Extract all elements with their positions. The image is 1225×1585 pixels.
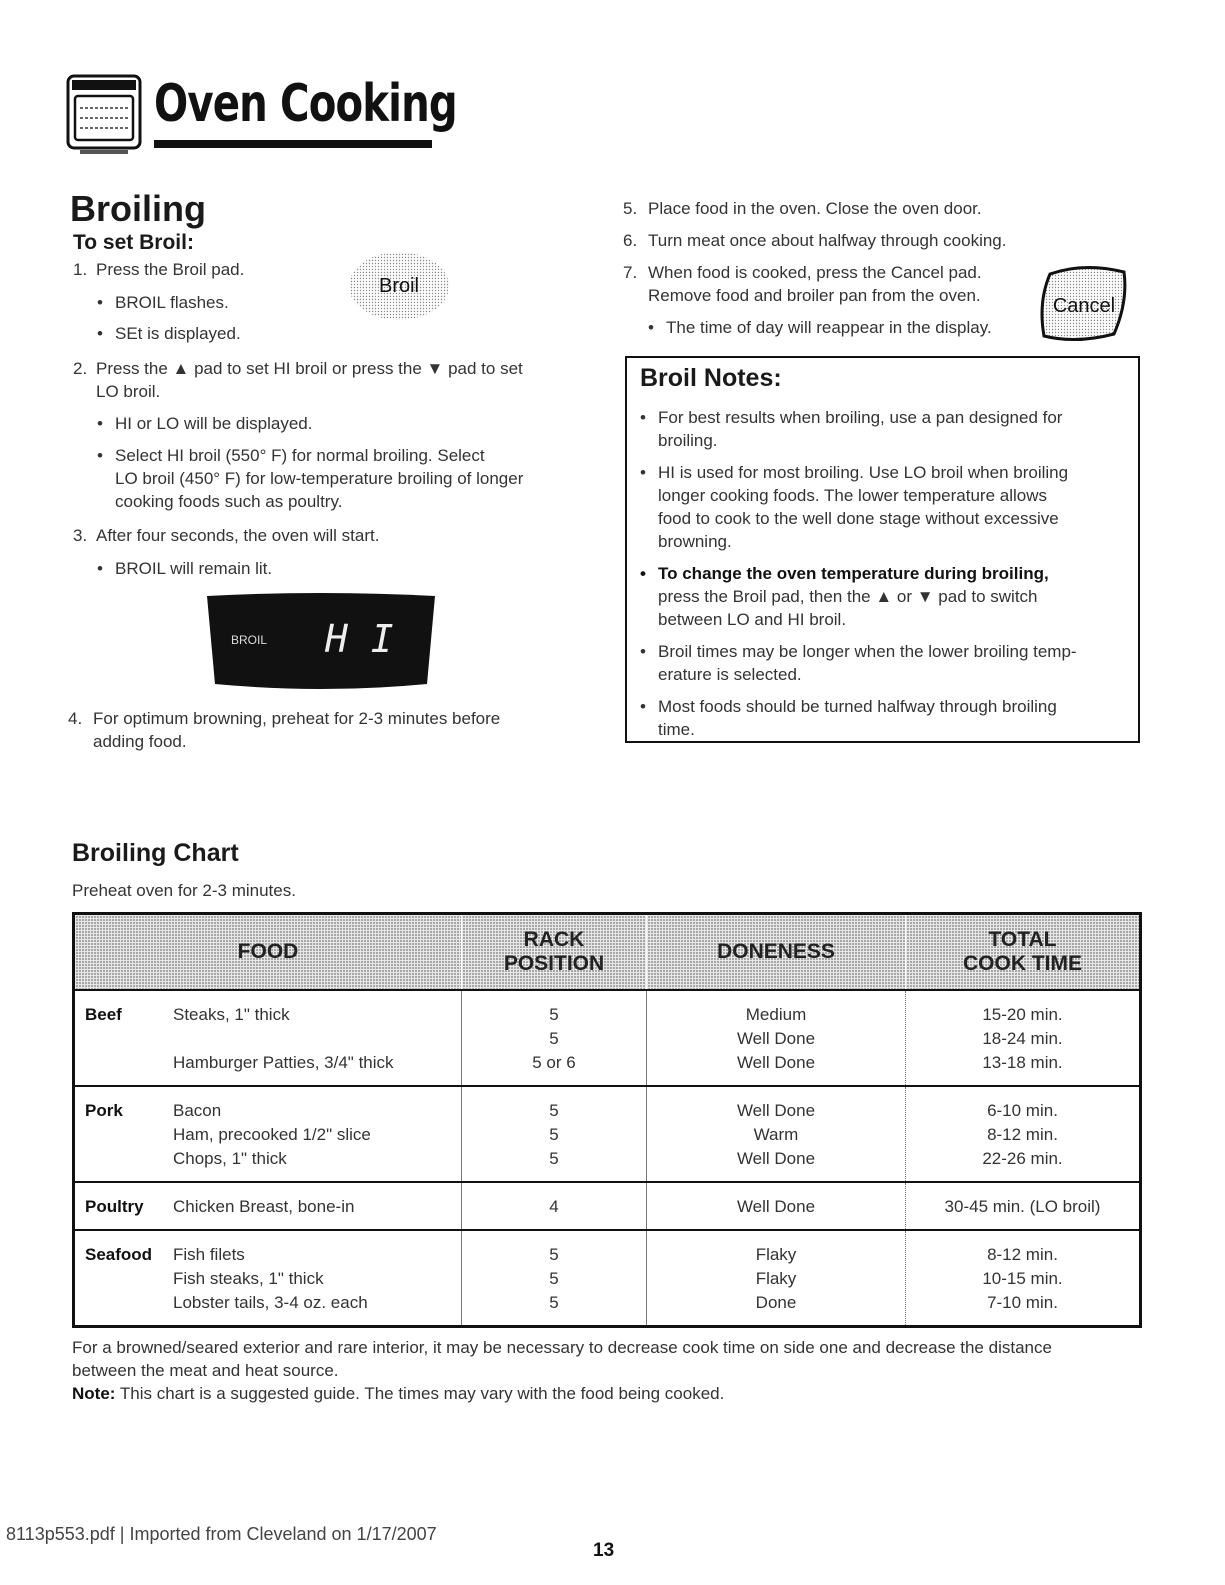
chart-body <box>74 990 1141 1327</box>
note-text: • Most foods should be turned halfway through broiling <box>658 695 1057 718</box>
food-category: Seafood <box>74 1230 174 1327</box>
step-text: For optimum browning, preheat for 2-3 minutes before <box>93 709 501 728</box>
rack-positions: 4 <box>462 1182 647 1230</box>
doneness-values: Well Done Warm Well Done <box>647 1086 906 1182</box>
note-text: food to cook to the well done stage without excessive <box>658 509 1059 528</box>
bullet-item: • HI or LO will be displayed. <box>115 412 312 435</box>
table-header-row <box>74 914 1141 991</box>
title-underline <box>154 140 432 148</box>
table-row <box>74 1230 1141 1327</box>
step-number: 7. <box>623 263 638 282</box>
doneness-values: Flaky Flaky Done <box>647 1230 906 1327</box>
broiling-chart-subtitle: Preheat oven for 2-3 minutes. <box>72 881 296 900</box>
step-text: Remove food and broiler pan from the oven. <box>648 286 981 305</box>
step-text: Press the ▲ pad to set HI broil or press the ▼ pad to set <box>96 359 523 378</box>
step-text: When food is cooked, press the Cancel pad. <box>648 263 982 282</box>
step-number: 5. <box>623 199 638 218</box>
food-items: Fish filets Fish steaks, 1" thick Lobster tails, 3-4 oz. each <box>173 1230 462 1327</box>
step-number: 1. <box>73 260 88 279</box>
file-import-info: 8113p553.pdf | Imported from Cleveland on 1/17/2007 <box>6 1524 437 1544</box>
step-number: 6. <box>623 231 638 250</box>
note-text: This chart is a suggested guide. The times may vary with the food being cooked. <box>119 1384 725 1403</box>
table-row <box>74 1086 1141 1182</box>
cook-times: 15-20 min. 18-24 min. 13-18 min. <box>906 990 1141 1086</box>
step-number: 3. <box>73 526 88 545</box>
bullet-continuation: cooking foods such as poultry. <box>115 492 343 511</box>
doneness-values: Well Done <box>647 1182 906 1230</box>
note-text: press the Broil pad, then the ▲ or ▼ pad to switch <box>658 587 1038 606</box>
doneness-values: Medium Well Done Well Done <box>647 990 906 1086</box>
broiling-chart-heading: Broiling Chart <box>72 839 239 867</box>
note-item <box>658 640 1077 686</box>
page-number: 13 <box>593 1540 615 1561</box>
rack-positions: 5 5 5 or 6 <box>462 990 647 1086</box>
note-text: time. <box>658 720 695 739</box>
note-bold-lead: • To change the oven temperature during broiling, <box>658 562 1049 585</box>
column-header-total-cook-time: TOTAL COOK TIME <box>906 914 1141 991</box>
bullet-item: • BROIL will remain lit. <box>115 557 272 580</box>
column-header-food: FOOD <box>74 914 462 991</box>
note-text: longer cooking foods. The lower temperature allows <box>658 486 1048 505</box>
broil-notes-heading: Broil Notes: <box>640 364 782 392</box>
cook-times: 8-12 min. 10-15 min. 7-10 min. <box>906 1230 1141 1327</box>
food-items: Bacon Ham, precooked 1/2" slice Chops, 1" thick <box>173 1086 462 1182</box>
food-items: Steaks, 1" thick Hamburger Patties, 3/4" thick <box>173 990 462 1086</box>
subheading-set-broil: To set Broil: <box>73 231 194 254</box>
section-heading-broiling: Broiling <box>70 188 206 229</box>
step-number: 2. <box>73 359 88 378</box>
oven-icon <box>66 74 142 156</box>
footnote-text: between the meat and heat source. <box>72 1361 339 1380</box>
cook-times: 6-10 min. 8-12 min. 22-26 min. <box>906 1086 1141 1182</box>
broiling-chart-table <box>72 912 1142 1328</box>
bullet-item: • Select HI broil (550° F) for normal broiling. Select <box>115 444 485 467</box>
note-item <box>658 562 1049 631</box>
table-row <box>74 1182 1141 1230</box>
step-text: After four seconds, the oven will start. <box>96 526 380 545</box>
bullet-item: • SEt is displayed. <box>115 322 241 345</box>
note-item <box>658 695 1057 741</box>
note-text: • For best results when broiling, use a pan designed for <box>658 406 1062 429</box>
table-row <box>74 990 1141 1086</box>
cancel-pad-label: Cancel <box>1052 295 1116 317</box>
rack-positions: 5 5 5 <box>462 1230 647 1327</box>
step-text: LO broil. <box>96 382 161 401</box>
bullet-item: • The time of day will reappear in the display. <box>666 316 992 339</box>
note-text: broiling. <box>658 431 718 450</box>
note-label: Note: <box>72 1384 116 1403</box>
food-category: Pork <box>74 1086 174 1182</box>
bullet-continuation: LO broil (450° F) for low-temperature broiling of longer <box>115 469 524 488</box>
note-text: browning. <box>658 532 732 551</box>
note-item <box>658 461 1068 553</box>
chart-footnote <box>72 1336 1152 1405</box>
broil-pad-icon <box>344 250 454 322</box>
footnote-text: For a browned/seared exterior and rare interior, it may be necessary to decrease cook time on side one and decrease the distance <box>72 1338 1052 1357</box>
cancel-pad-icon <box>1036 262 1132 344</box>
food-items: Chicken Breast, bone-in <box>173 1182 462 1230</box>
step-text: Place food in the oven. Close the oven door. <box>648 199 982 218</box>
note-text: • Broil times may be longer when the lower broiling temp- <box>658 640 1077 663</box>
note-text: between LO and HI broil. <box>658 610 847 629</box>
oven-display-panel <box>205 592 437 692</box>
step-text: Press the Broil pad. <box>96 260 245 279</box>
display-value: H I <box>325 617 394 661</box>
note-text: erature is selected. <box>658 665 802 684</box>
step-number: 4. <box>68 709 83 728</box>
step-text: adding food. <box>93 732 187 751</box>
bullet-item: • BROIL flashes. <box>115 291 229 314</box>
column-header-rack-position: RACK POSITION <box>462 914 647 991</box>
step-text: Turn meat once about halfway through cooking. <box>648 231 1007 250</box>
note-item <box>658 406 1062 452</box>
note-text: • HI is used for most broiling. Use LO broil when broiling <box>658 461 1068 484</box>
column-header-doneness: DONENESS <box>647 914 906 991</box>
food-category: Poultry <box>74 1182 174 1230</box>
broil-pad-label: Broil <box>378 275 420 297</box>
page-title: Oven Cooking <box>154 74 457 134</box>
cook-times: 30-45 min. (LO broil) <box>906 1182 1141 1230</box>
display-mode-label: BROIL <box>231 633 268 647</box>
food-category: Beef <box>74 990 174 1086</box>
rack-positions: 5 5 5 <box>462 1086 647 1182</box>
